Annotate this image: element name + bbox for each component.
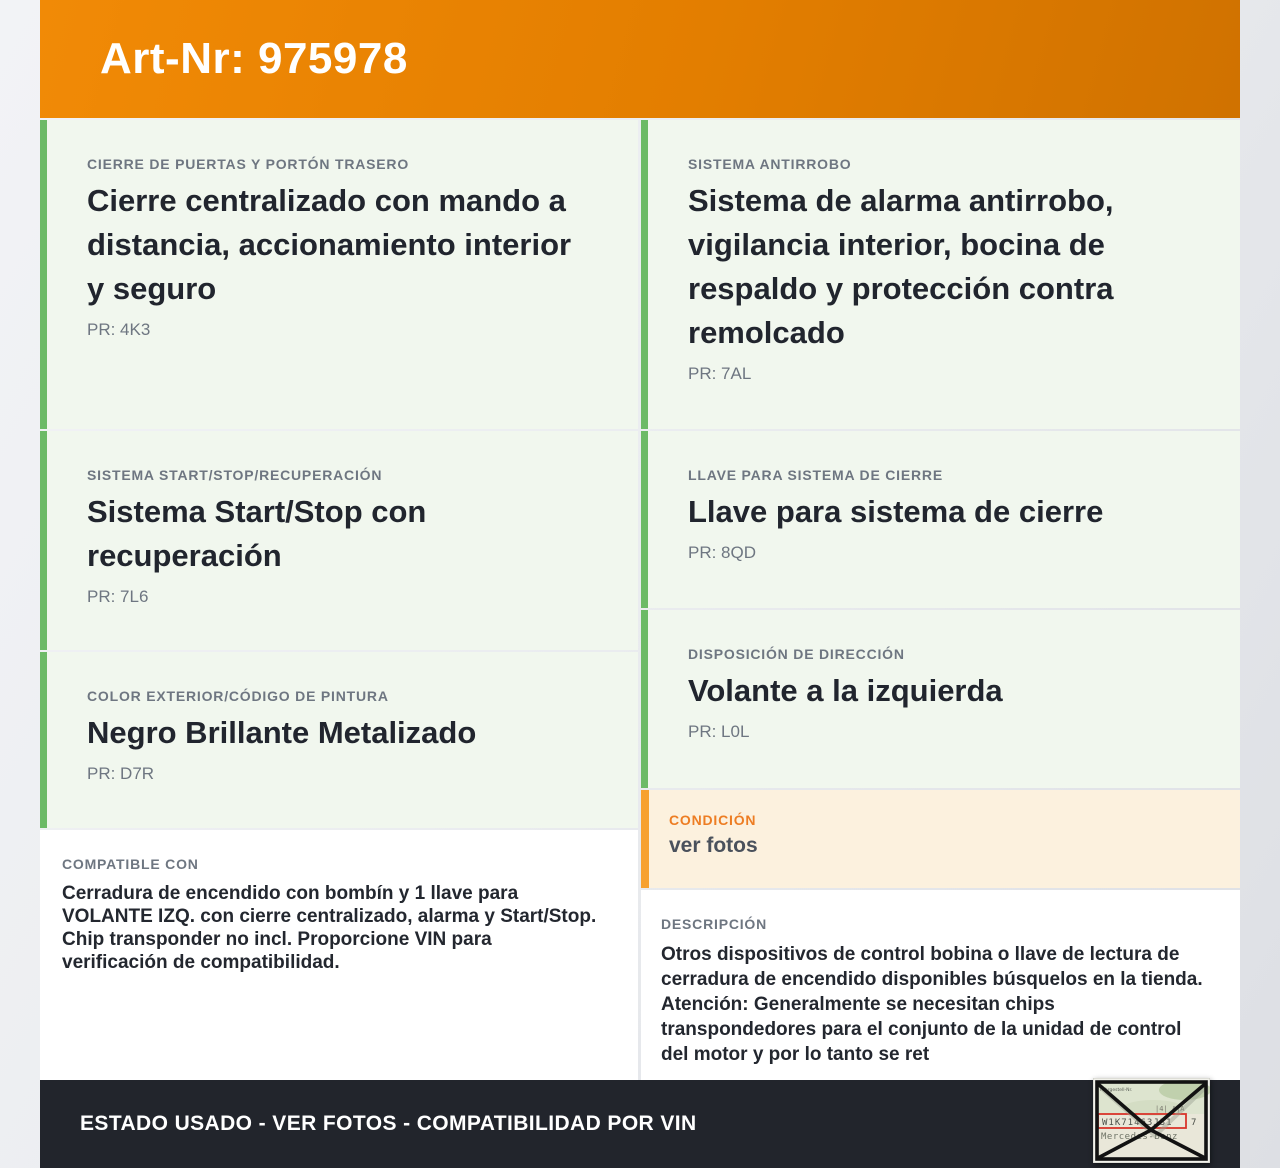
spec-label: SISTEMA ANTIRROBO: [688, 156, 852, 172]
spec-title: Sistema de alarma antirrobo, vigilancia interior, bocina de respaldo y protección contra remolcado: [688, 183, 1114, 350]
footer-text: ESTADO USADO - VER FOTOS - COMPATIBILIDAD POR VIN: [80, 1112, 697, 1135]
condition-label: CONDICIÓN: [669, 812, 757, 828]
description-text: Otros dispositivos de control bobina o llave de lectura de cerradura de encendido disponibles búsquelos en la tienda. Atención: Generalmente se necesitan chips transpondedores para el conjunto de la unidad de control del motor y por lo tanto se ret: [661, 944, 1203, 1065]
spec-title: Sistema Start/Stop con recuperación: [87, 494, 427, 573]
footer-banner: [40, 1080, 1240, 1168]
spec-card-key-system: [641, 431, 1240, 608]
envelope-vin-icon: [1093, 1078, 1210, 1163]
spec-label: LLAVE PARA SISTEMA DE CIERRE: [688, 467, 943, 483]
svg-text:7: 7: [1191, 1118, 1197, 1128]
description-label: DESCRIPCIÓN: [661, 916, 768, 932]
compatible-with-text: Cerradura de encendido con bombín y 1 llave para VOLANTE IZQ. con cierre centralizado, alarma y Start/Stop. Chip transponder no incl. Proporcione VIN para verificación de compatibilidad.: [62, 883, 597, 973]
svg-text:Mercedes-Benz: Mercedes-Benz: [1101, 1132, 1178, 1142]
spec-card-door-locking: [40, 120, 638, 429]
condition-value: ver fotos: [669, 834, 758, 857]
vin-plate-photo: [1093, 1078, 1210, 1163]
spec-title: Volante a la izquierda: [688, 673, 1003, 708]
spec-label: DISPOSICIÓN DE DIRECCIÓN: [688, 646, 905, 662]
compatible-with-section: [40, 830, 638, 1080]
content-area: [40, 0, 1240, 1168]
description-section: [641, 890, 1240, 1080]
spec-pr-code: PR: 4K3: [87, 320, 151, 339]
svg-text:|4| A|A: |4| A|A: [1155, 1105, 1185, 1113]
spec-pr-code: PR: 8QD: [688, 543, 757, 562]
spec-card-start-stop: [40, 431, 638, 650]
svg-text:Fahrgestell-Nr.: Fahrgestell-Nr.: [1100, 1088, 1133, 1093]
spec-card-antitheft: [641, 120, 1240, 429]
compatible-with-label: COMPATIBLE CON: [62, 856, 199, 872]
header-banner: [40, 0, 1240, 118]
condition-section: [641, 790, 1240, 888]
left-column: [40, 120, 638, 1080]
spec-title: Negro Brillante Metalizado: [87, 715, 477, 750]
spec-label: CIERRE DE PUERTAS Y PORTÓN TRASERO: [87, 156, 410, 172]
spec-pr-code: PR: 7L6: [87, 587, 149, 606]
spec-card-steering: [641, 610, 1240, 788]
spec-title: Cierre centralizado con mando a distancia, accionamiento interior y seguro: [87, 183, 572, 306]
right-column: [641, 120, 1240, 1080]
spec-pr-code: PR: D7R: [87, 764, 155, 783]
article-number-title: Art-Nr: 975978: [100, 34, 408, 83]
spec-grid: [40, 120, 1240, 1080]
spec-label: COLOR EXTERIOR/CÓDIGO DE PINTURA: [87, 688, 389, 704]
svg-text:W1K71463J31: W1K71463J31: [1102, 1118, 1173, 1128]
spec-pr-code: PR: 7AL: [688, 364, 752, 383]
spec-pr-code: PR: L0L: [688, 722, 750, 741]
spec-card-exterior-color: [40, 652, 638, 828]
spec-label: SISTEMA START/STOP/RECUPERACIÓN: [87, 467, 383, 483]
spec-title: Llave para sistema de cierre: [688, 494, 1104, 529]
